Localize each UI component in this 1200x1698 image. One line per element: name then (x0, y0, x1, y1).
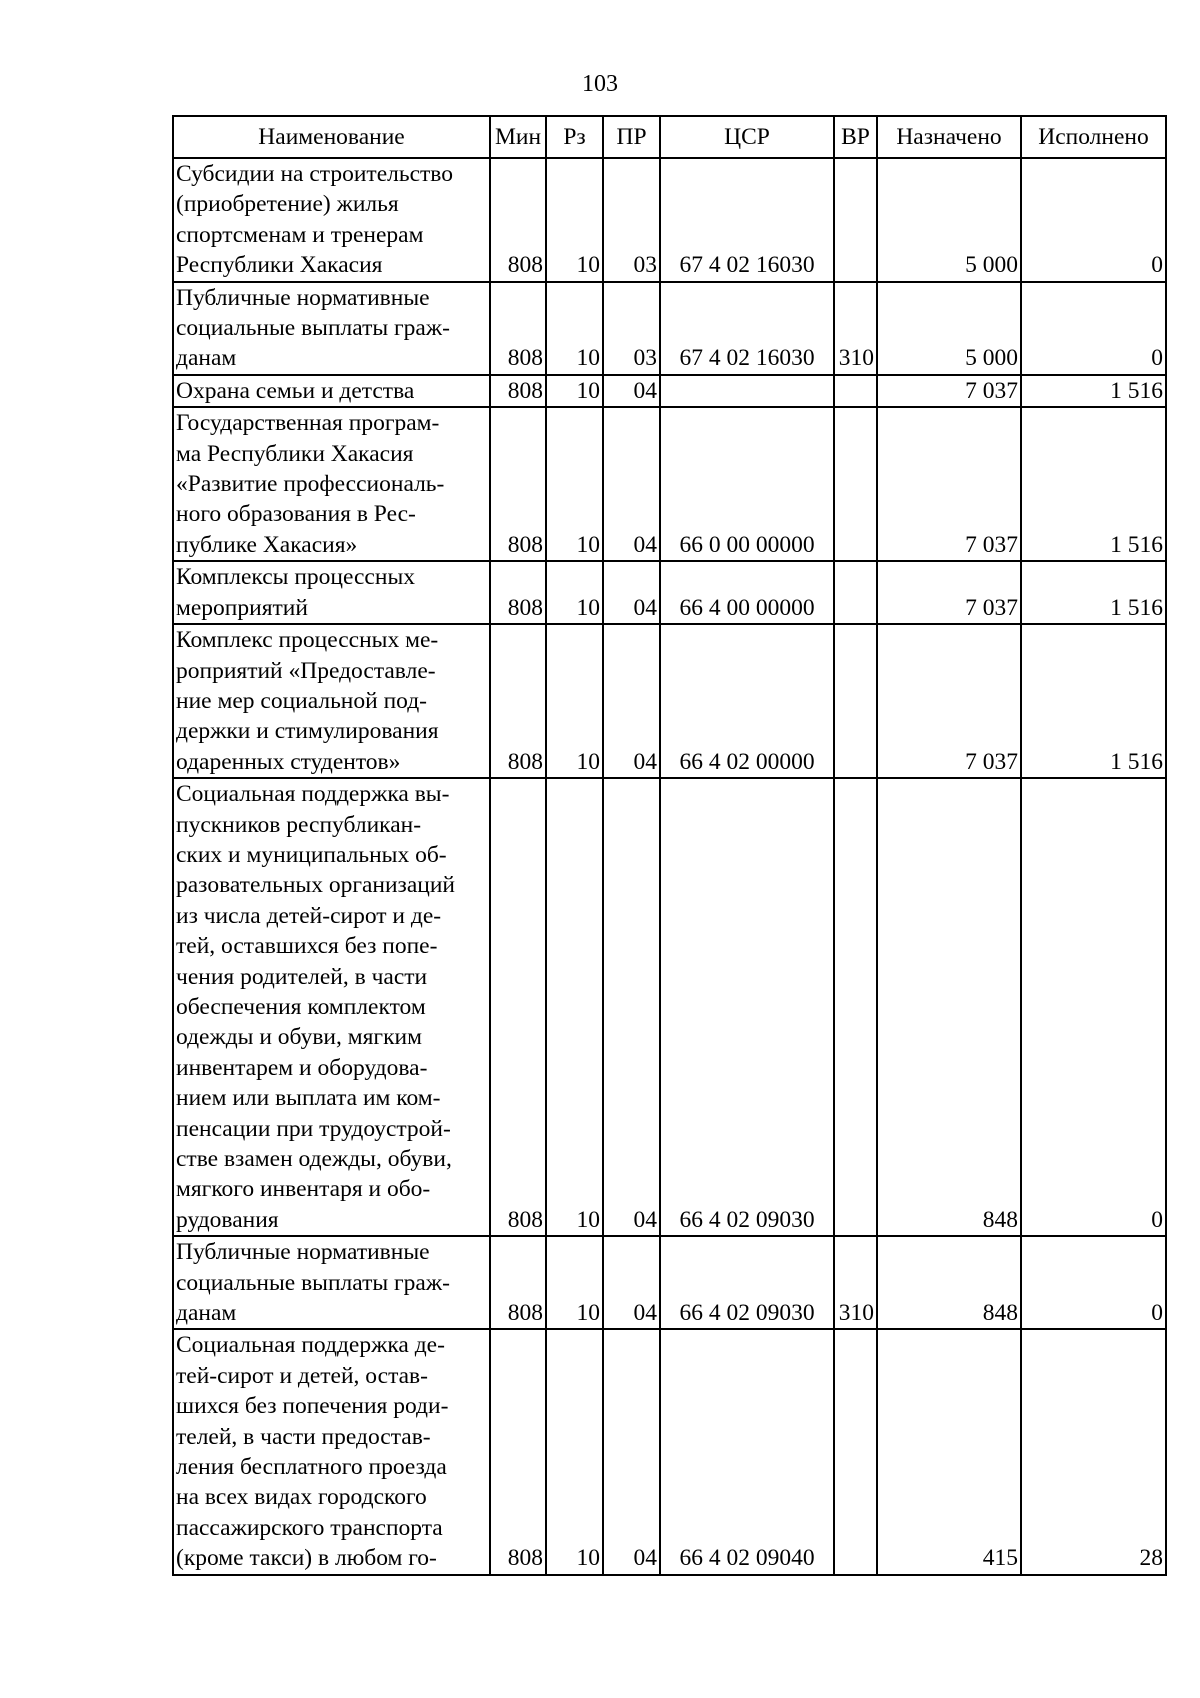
table-row (173, 158, 1166, 282)
table-row (173, 375, 1166, 407)
cell-vr (834, 158, 877, 282)
cell-pr: 04 (603, 561, 660, 624)
cell-executed: 0 (1021, 282, 1166, 375)
cell-executed: 1 516 (1021, 407, 1166, 561)
cell-executed: 1 516 (1021, 624, 1166, 778)
cell-executed: 0 (1021, 778, 1166, 1236)
table-row (173, 282, 1166, 375)
header-vr: ВР (834, 116, 877, 158)
cell-name: Публичные нормативные социальные выплаты граж- данам (173, 282, 490, 375)
cell-executed: 1 516 (1021, 561, 1166, 624)
cell-vr: 310 (834, 1236, 877, 1329)
cell-assigned: 5 000 (877, 158, 1021, 282)
cell-rz: 10 (546, 561, 603, 624)
cell-rz: 10 (546, 778, 603, 1236)
cell-min: 808 (490, 1236, 546, 1329)
cell-min: 808 (490, 624, 546, 778)
cell-assigned: 5 000 (877, 282, 1021, 375)
cell-name: Комплексы процессных мероприятий (173, 561, 490, 624)
cell-assigned: 848 (877, 778, 1021, 1236)
cell-pr: 03 (603, 282, 660, 375)
cell-csr (660, 375, 834, 407)
cell-executed: 28 (1021, 1329, 1166, 1574)
cell-assigned: 7 037 (877, 624, 1021, 778)
cell-min: 808 (490, 1329, 546, 1574)
cell-vr (834, 561, 877, 624)
cell-pr: 04 (603, 1329, 660, 1574)
cell-rz: 10 (546, 624, 603, 778)
cell-min: 808 (490, 561, 546, 624)
page-number: 103 (582, 71, 618, 97)
cell-rz: 10 (546, 375, 603, 407)
cell-executed: 0 (1021, 1236, 1166, 1329)
cell-csr: 66 4 02 00000 (660, 624, 834, 778)
cell-csr: 66 0 00 00000 (660, 407, 834, 561)
cell-pr: 03 (603, 158, 660, 282)
header-executed: Исполнено (1021, 116, 1166, 158)
cell-vr (834, 375, 877, 407)
cell-vr (834, 1329, 877, 1574)
cell-assigned: 415 (877, 1329, 1021, 1574)
table-row (173, 407, 1166, 561)
header-assigned: Назначено (877, 116, 1021, 158)
table-row (173, 1236, 1166, 1329)
cell-pr: 04 (603, 407, 660, 561)
cell-pr: 04 (603, 1236, 660, 1329)
cell-name: Государственная програм- ма Республики Хакасия «Развитие профессиональ- ного образования в Рес- публике Хакасия» (173, 407, 490, 561)
header-min: Мин (490, 116, 546, 158)
cell-name: Социальная поддержка вы- пускников республикан- ских и муниципальных об- разовательных организаций из числа детей-сирот и де- тей, оставшихся без попе- чения родителей, в части обеспечения комплектом одежды и обуви, мягким инвентарем и оборудова- нием или выплата им ком- пенсации при трудоустрой- стве взамен одежды, обуви, мягкого инвентаря и обо- рудования (173, 778, 490, 1236)
cell-pr: 04 (603, 375, 660, 407)
cell-pr: 04 (603, 624, 660, 778)
header-row (173, 116, 1166, 158)
cell-vr (834, 407, 877, 561)
cell-name: Комплекс процессных ме- роприятий «Предоставле- ние мер социальной под- держки и стимулирования одаренных студентов» (173, 624, 490, 778)
header-name: Наименование (173, 116, 490, 158)
cell-min: 808 (490, 375, 546, 407)
cell-csr: 66 4 00 00000 (660, 561, 834, 624)
cell-csr: 66 4 02 09030 (660, 778, 834, 1236)
cell-assigned: 7 037 (877, 407, 1021, 561)
table-row (173, 778, 1166, 1236)
cell-min: 808 (490, 158, 546, 282)
cell-assigned: 7 037 (877, 561, 1021, 624)
table-row (173, 561, 1166, 624)
cell-name: Субсидии на строительство (приобретение) жилья спортсменам и тренерам Республики Хакасия (173, 158, 490, 282)
cell-csr: 67 4 02 16030 (660, 282, 834, 375)
cell-rz: 10 (546, 282, 603, 375)
cell-min: 808 (490, 778, 546, 1236)
table-row (173, 624, 1166, 778)
cell-executed: 1 516 (1021, 375, 1166, 407)
table-row (173, 1329, 1166, 1574)
cell-min: 808 (490, 282, 546, 375)
cell-name: Социальная поддержка де- тей-сирот и детей, остав- шихся без попечения роди- телей, в части предостав- ления бесплатного проезда на всех видах городского пассажирского транспорта (кроме такси) в любом го- (173, 1329, 490, 1574)
cell-csr: 66 4 02 09030 (660, 1236, 834, 1329)
cell-vr (834, 624, 877, 778)
cell-name: Охрана семьи и детства (173, 375, 490, 407)
cell-executed: 0 (1021, 158, 1166, 282)
cell-rz: 10 (546, 158, 603, 282)
cell-csr: 66 4 02 09040 (660, 1329, 834, 1574)
cell-assigned: 848 (877, 1236, 1021, 1329)
cell-rz: 10 (546, 1329, 603, 1574)
header-pr: ПР (603, 116, 660, 158)
header-rz: Рз (546, 116, 603, 158)
cell-vr: 310 (834, 282, 877, 375)
cell-pr: 04 (603, 778, 660, 1236)
cell-rz: 10 (546, 1236, 603, 1329)
cell-vr (834, 778, 877, 1236)
cell-csr: 67 4 02 16030 (660, 158, 834, 282)
cell-assigned: 7 037 (877, 375, 1021, 407)
header-csr: ЦСР (660, 116, 834, 158)
cell-rz: 10 (546, 407, 603, 561)
cell-min: 808 (490, 407, 546, 561)
cell-name: Публичные нормативные социальные выплаты граж- данам (173, 1236, 490, 1329)
budget-table (172, 115, 1167, 1576)
